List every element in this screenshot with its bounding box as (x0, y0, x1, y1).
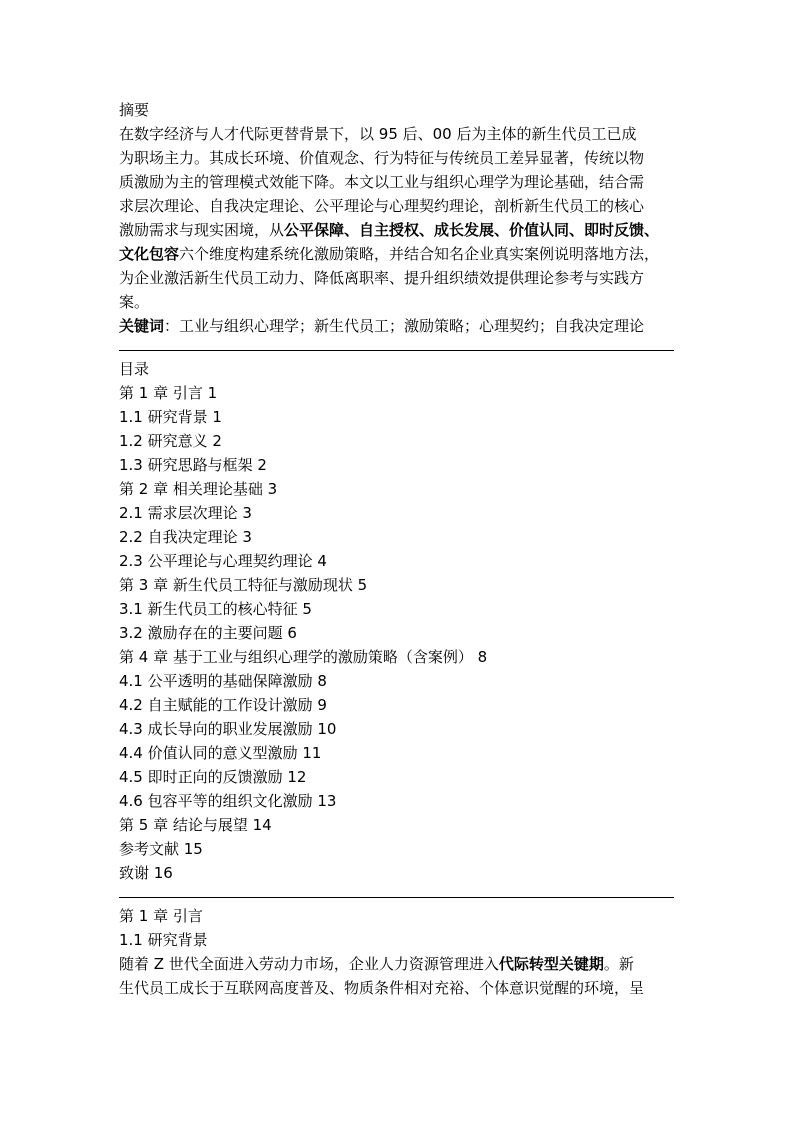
abstract-emphasis: 公平保障、自主授权、成长发展、价值认同、即时反馈、 (284, 221, 660, 239)
document-body (119, 98, 674, 1000)
abstract-text: 在数字经济与人才代际更替背景下，以 95 后、00 后为主体的新生代员工已成 (119, 125, 637, 143)
chapter-paragraph (119, 952, 674, 1000)
abstract-text: 质激励为主的管理模式效能下降。本文以工业与组织心理学为理论基础，结合需 (119, 173, 645, 191)
keywords-label: 关键词 (119, 317, 165, 335)
keywords-text: ：工业与组织心理学；新生代员工；激励策略；心理契约；自我决定理论 (164, 317, 645, 335)
section-title: 1.1 研究背景 (119, 931, 208, 949)
abstract-line (119, 266, 674, 290)
abstract-line (119, 122, 674, 146)
toc-item[interactable]: 第 1 章 引言 1 (119, 384, 218, 402)
toc-item[interactable]: 2.1 需求层次理论 3 (119, 504, 252, 522)
toc-item[interactable]: 致谢 16 (119, 864, 173, 882)
abstract-line (119, 242, 674, 266)
toc-item[interactable]: 4.5 即时正向的反馈激励 12 (119, 768, 307, 786)
toc-item[interactable]: 4.3 成长导向的职业发展激励 10 (119, 720, 337, 738)
toc-item[interactable]: 参考文献 15 (119, 840, 203, 858)
abstract-text: 六个维度构建系统化激励策略，并结合知名企业真实案例说明落地方法， (179, 245, 660, 263)
abstract-heading: 摘要 (119, 101, 150, 119)
toc-item[interactable]: 1.1 研究背景 1 (119, 408, 222, 426)
toc-heading: 目录 (119, 360, 150, 378)
toc-item[interactable]: 4.1 公平透明的基础保障激励 8 (119, 672, 327, 690)
abstract-text: 求层次理论、自我决定理论、公平理论与心理契约理论，剖析新生代员工的核心 (119, 197, 645, 215)
chapter-text: 生代员工成长于互联网高度普及、物质条件相对充裕、个体意识觉醒的环境，呈 (119, 979, 645, 997)
abstract-text: 案。 (119, 293, 150, 311)
toc-item[interactable]: 第 4 章 基于工业与组织心理学的激励策略（含案例） 8 (119, 648, 488, 666)
chapter-line (119, 976, 674, 1000)
abstract-line (119, 146, 674, 170)
toc-item[interactable]: 4.6 包容平等的组织文化激励 13 (119, 792, 337, 810)
abstract-line (119, 194, 674, 218)
keywords-line (119, 314, 674, 338)
abstract-emphasis: 文化包容 (119, 245, 180, 263)
toc-item[interactable]: 第 2 章 相关理论基础 3 (119, 480, 278, 498)
chapter-text: 。新 (603, 955, 634, 973)
chapter-emphasis: 代际转型关键期 (498, 955, 604, 973)
abstract-line (119, 290, 674, 314)
chapter-line (119, 952, 674, 976)
toc-item[interactable]: 2.3 公平理论与心理契约理论 4 (119, 552, 327, 570)
toc-item[interactable]: 2.2 自我决定理论 3 (119, 528, 252, 546)
abstract-text: 为企业激活新生代员工动力、降低离职率、提升组织绩效提供理论参考与实践方 (119, 269, 645, 287)
toc-item[interactable]: 1.3 研究思路与框架 2 (119, 456, 267, 474)
chapter-1-section (119, 904, 674, 1000)
abstract-text: 激励需求与现实困境，从 (119, 221, 285, 239)
chapter-title: 第 1 章 引言 (119, 907, 203, 925)
toc-item[interactable]: 4.4 价值认同的意义型激励 11 (119, 744, 322, 762)
toc-item[interactable]: 3.2 激励存在的主要问题 6 (119, 624, 297, 642)
abstract-line (119, 170, 674, 194)
toc-item[interactable]: 4.2 自主赋能的工作设计激励 9 (119, 696, 327, 714)
table-of-contents (119, 357, 674, 885)
toc-item[interactable]: 第 5 章 结论与展望 14 (119, 816, 272, 834)
toc-item[interactable]: 3.1 新生代员工的核心特征 5 (119, 600, 312, 618)
abstract-text: 为职场主力。其成长环境、价值观念、行为特征与传统员工差异显著，传统以物 (119, 149, 645, 167)
chapter-text: 随着 Z 世代全面进入劳动力市场，企业人力资源管理进入 (119, 955, 499, 973)
toc-item[interactable]: 第 3 章 新生代员工特征与激励现状 5 (119, 576, 368, 594)
abstract-line (119, 218, 674, 242)
toc-item[interactable]: 1.2 研究意义 2 (119, 432, 222, 450)
abstract-paragraph (119, 122, 674, 314)
abstract-section (119, 98, 674, 338)
